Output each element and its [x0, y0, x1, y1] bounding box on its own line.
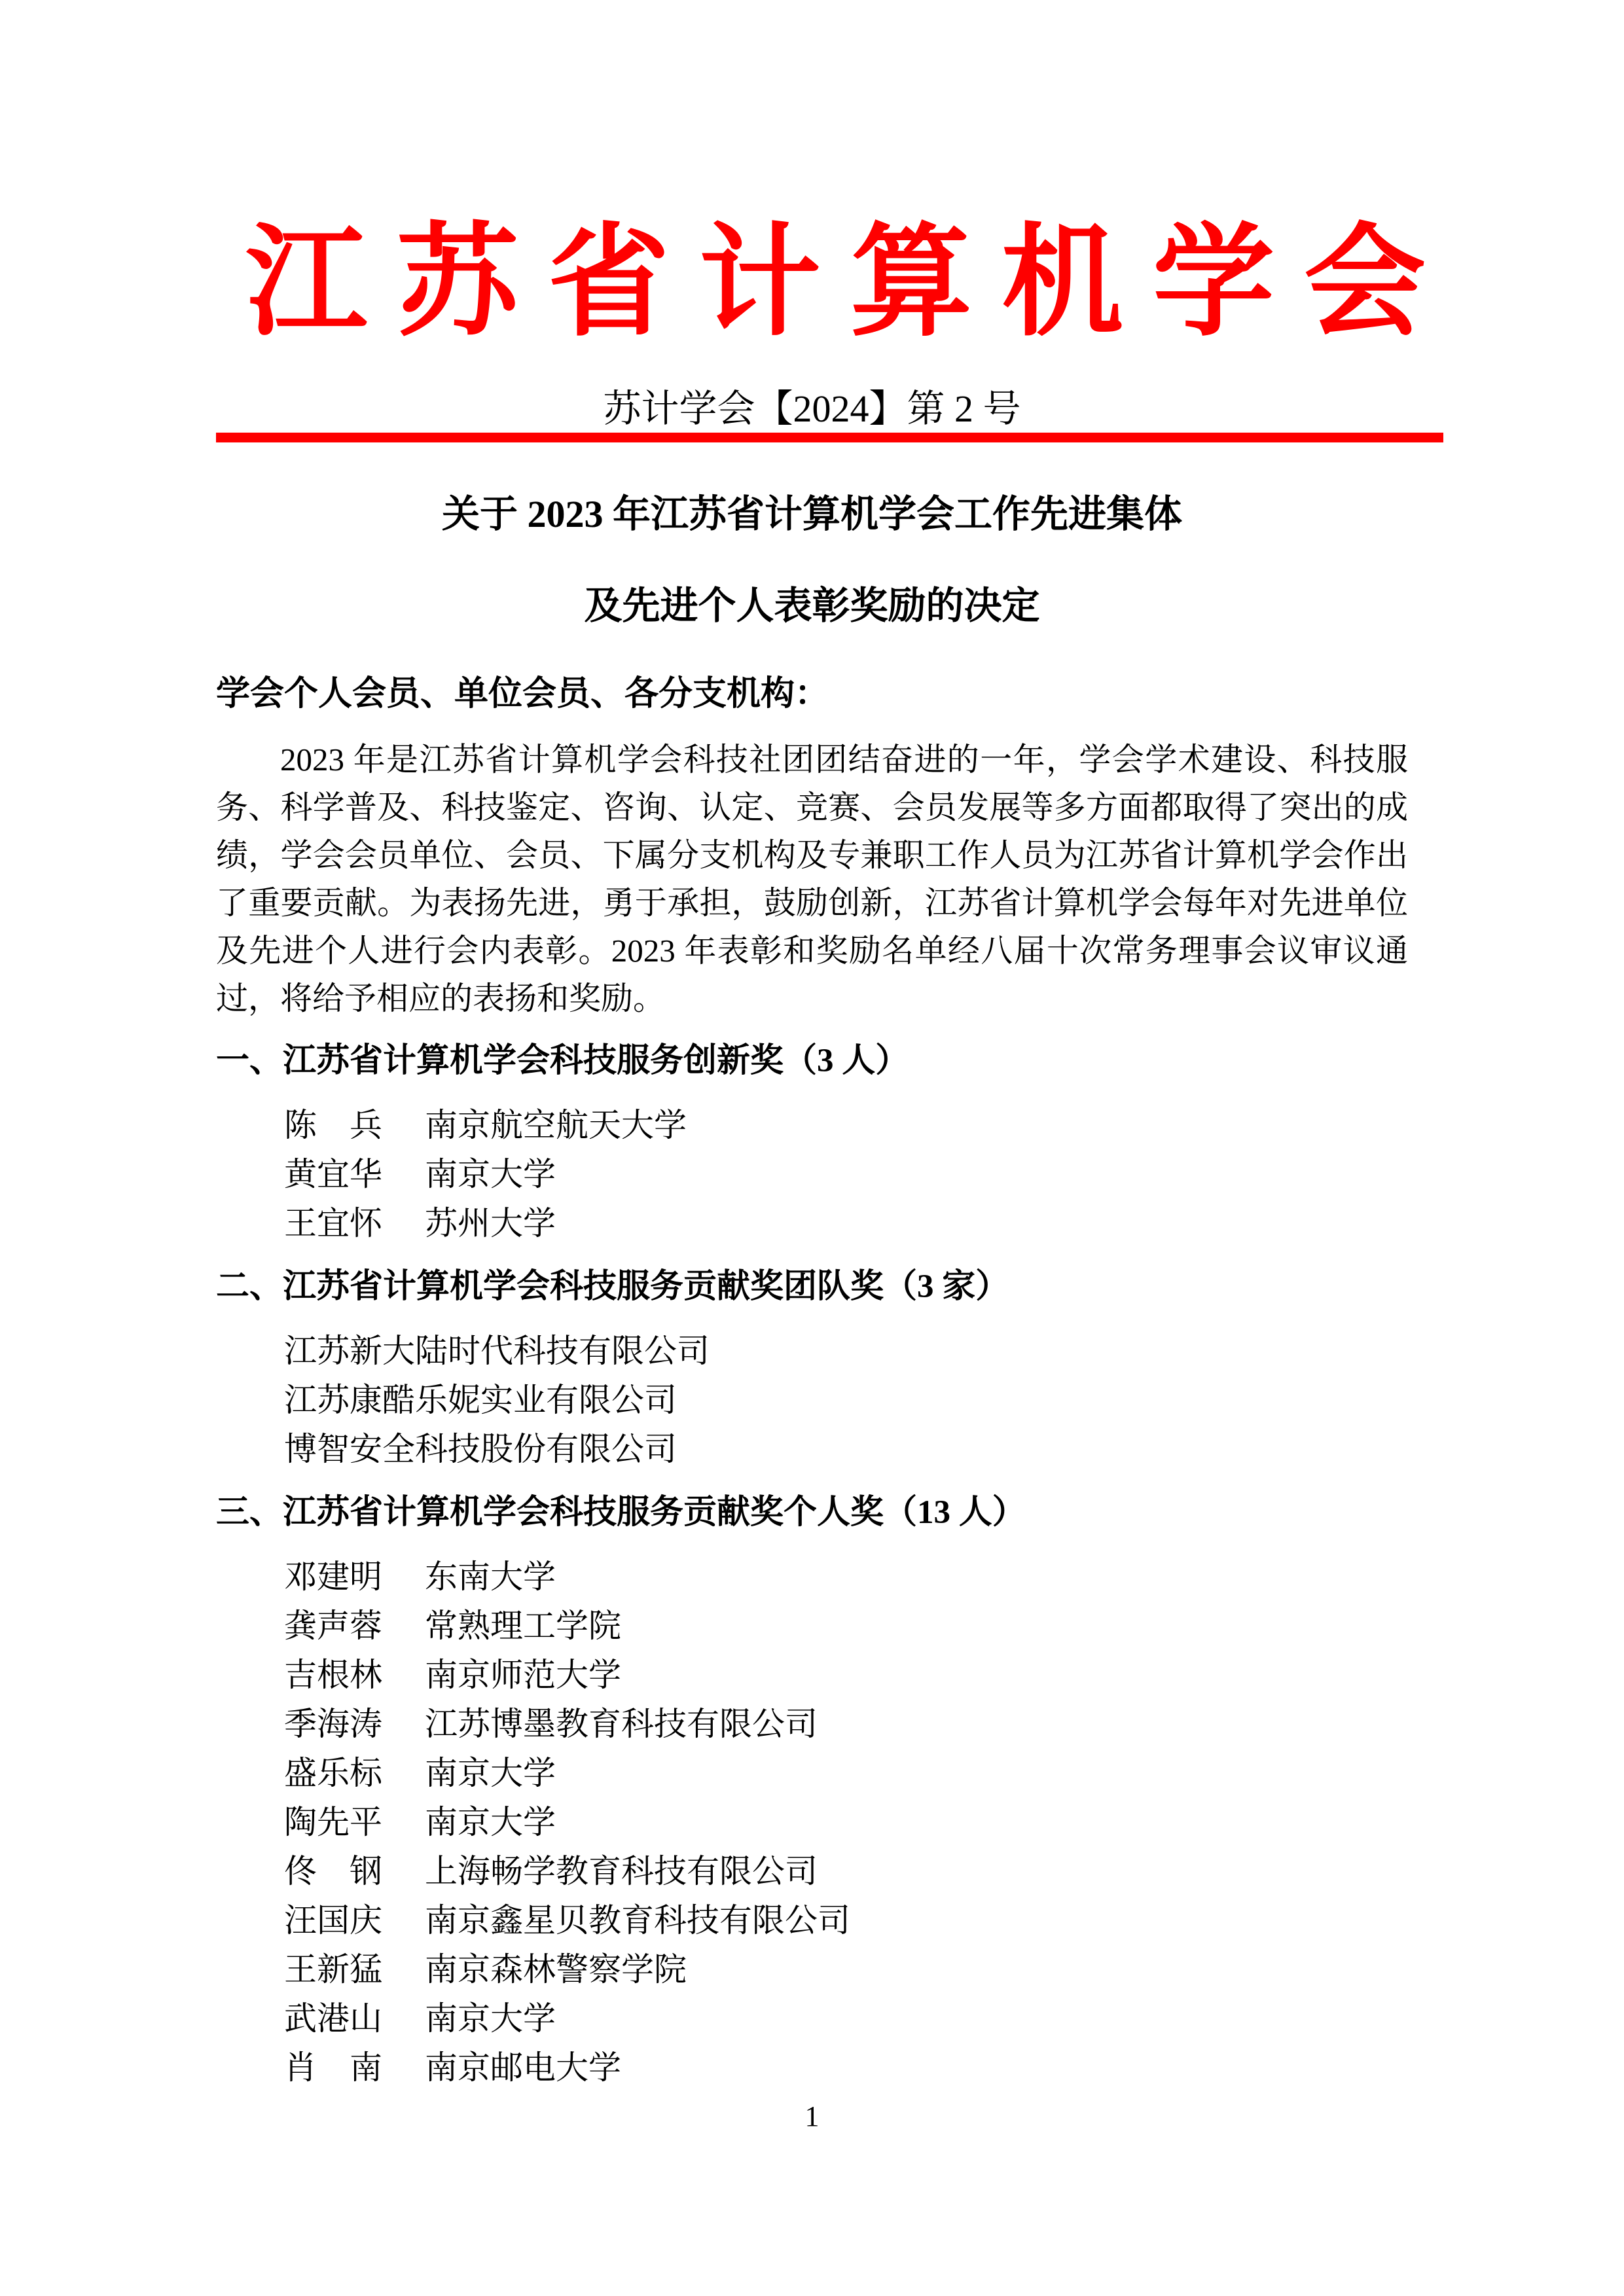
award-item — [284, 1602, 1408, 1651]
awardee-affiliation: 南京大学 — [425, 1755, 556, 1791]
award-item — [284, 1150, 1408, 1199]
awardee-affiliation: 南京大学 — [425, 1804, 556, 1840]
doc-number: 苏计学会【2024】第 2 号 — [603, 387, 1021, 430]
awardee-affiliation: 上海畅学教育科技有限公司 — [425, 1853, 818, 1890]
awardee-affiliation: 南京航空航天大学 — [425, 1107, 687, 1143]
document-main — [216, 469, 1408, 2092]
award-list — [284, 1101, 1408, 1248]
section-heading: 三、江苏省计算机学会科技服务贡献奖个人奖（13 人） — [216, 1494, 1026, 1531]
awardee-affiliation: 江苏博墨教育科技有限公司 — [425, 1706, 818, 1742]
awardee-name: 武港山 — [284, 2000, 382, 2037]
award-item — [284, 1945, 1408, 1994]
awardee-affiliation: 南京鑫星贝教育科技有限公司 — [425, 1902, 850, 1939]
awardee-affiliation: 南京师范大学 — [425, 1657, 621, 1693]
sections-container — [216, 1039, 1408, 2092]
letterhead — [216, 216, 1456, 442]
awardee-affiliation: 常熟理工学院 — [425, 1607, 621, 1644]
award-list — [284, 1552, 1408, 2092]
awardee-affiliation: 苏州大学 — [425, 1205, 556, 1242]
awardee-name: 邓建明 — [284, 1558, 382, 1595]
awardee-name: 肖 南 — [284, 2049, 382, 2086]
red-divider-rule — [216, 433, 1443, 442]
award-section — [216, 1491, 1408, 2092]
awardee-affiliation: 南京森林警察学院 — [425, 1951, 687, 1988]
award-item — [284, 1101, 1408, 1150]
award-item — [284, 1700, 1408, 1749]
awardee-organization: 江苏新大陆时代科技有限公司 — [284, 1333, 710, 1369]
award-item — [284, 1552, 1408, 1602]
award-item — [284, 2043, 1408, 2092]
award-item — [284, 1798, 1408, 1847]
page-number: 1 — [804, 2100, 820, 2132]
awardee-affiliation: 南京邮电大学 — [425, 2049, 621, 2086]
awardee-name: 王新猛 — [284, 1951, 382, 1988]
awardee-name: 龚声蓉 — [284, 1607, 382, 1644]
awardee-name: 黄宜华 — [284, 1156, 382, 1193]
award-item — [284, 1651, 1408, 1700]
org-title: 江苏省计算机学会 — [245, 216, 1456, 351]
awardee-name: 季海涛 — [284, 1706, 382, 1742]
award-section — [216, 1265, 1408, 1474]
body-paragraph: 2023 年是江苏省计算机学会科技社团团结奋进的一年，学会学术建设、科技服务、科学普及、科技鉴定、咨询、认定、竞赛、会员发展等多方面都取得了突出的成绩，学会会员单位、会员、下属分支机构及专兼职工作人员为江苏省计算机学会作出了重要贡献。为表扬先进，勇于承担，鼓励创新，江苏省计算机学会每年对先进单位及先进个人进行会内表彰。2023 年表彰和奖励名单经八届十次常务理事会议审议通过，将给予相应的表扬和奖励。 — [216, 742, 1408, 1016]
awardee-organization: 博智安全科技股份有限公司 — [284, 1431, 677, 1467]
salutation: 学会个人会员、单位会员、各分支机构： — [216, 675, 829, 713]
document-content — [0, 216, 1624, 2092]
award-item — [284, 1376, 1408, 1425]
awardee-affiliation: 东南大学 — [425, 1558, 556, 1595]
award-section — [216, 1039, 1408, 1248]
award-item — [284, 1847, 1408, 1896]
award-item — [284, 1425, 1408, 1474]
section-heading: 二、江苏省计算机学会科技服务贡献奖团队奖（3 家） — [216, 1268, 1009, 1305]
doc-title — [216, 469, 1408, 652]
awardee-name: 盛乐标 — [284, 1755, 382, 1791]
award-item — [284, 1749, 1408, 1798]
section-heading: 一、江苏省计算机学会科技服务创新奖（3 人） — [216, 1043, 909, 1079]
awardee-name: 汪国庆 — [284, 1902, 382, 1939]
awardee-name: 佟 钢 — [284, 1853, 382, 1890]
awardee-name: 吉根林 — [284, 1657, 382, 1693]
awardee-name: 陶先平 — [284, 1804, 382, 1840]
awardee-affiliation: 南京大学 — [425, 1156, 556, 1193]
doc-title-line2: 及先进个人表彰奖励的决定 — [584, 584, 1040, 627]
award-item — [284, 1199, 1408, 1248]
awardee-name: 王宜怀 — [284, 1205, 382, 1242]
awardee-name: 陈 兵 — [284, 1107, 382, 1143]
awardee-organization: 江苏康酷乐妮实业有限公司 — [284, 1382, 677, 1418]
award-item — [284, 1327, 1408, 1376]
award-list — [284, 1327, 1408, 1474]
award-item — [284, 1994, 1408, 2043]
awardee-affiliation: 南京大学 — [425, 2000, 556, 2037]
doc-title-line1: 关于 2023 年江苏省计算机学会工作先进集体 — [441, 493, 1182, 535]
award-item — [284, 1896, 1408, 1945]
